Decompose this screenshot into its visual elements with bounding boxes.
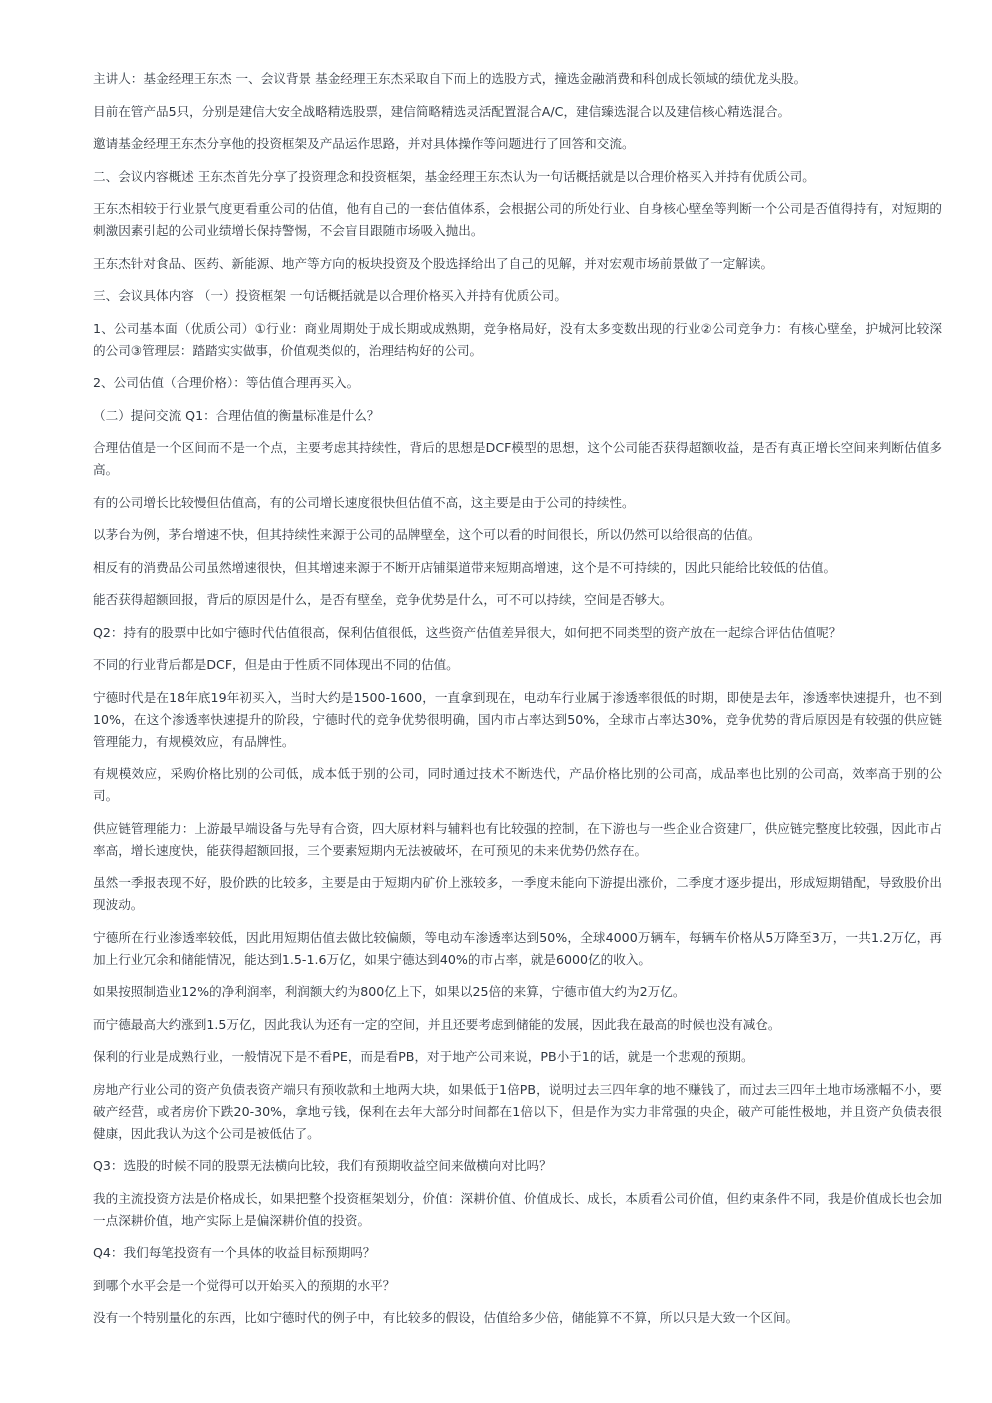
paragraph-a3: 我的主流投资方法是价格成长，如果把整个投资框架划分，价值：深耕价值、价值成长、成长，本质看公司价值，但约束条件不同，我是价值成长也会加一点深耕价值，地产实际上是偏深耕价值的投资。 xyxy=(93,1190,942,1228)
paragraph-a2-real-estate: 房地产行业公司的资产负债表资产端只有预收款和土地两大块，如果低于1倍PB，说明过去三四年拿的地不赚钱了，而过去三四年土地市场涨幅不小，要破产经营，或者房价下跌20-30%，拿地亏钱，保利在去年大部分时间都在1倍以下，但是作为实力非常强的央企，破产可能性极地，并且资产负债表很健康，因此我认为这个公司是被低估了。 xyxy=(93,1081,942,1141)
paragraph-q4-followup: 到哪个水平会是一个觉得可以开始买入的预期的水平？ xyxy=(93,1277,396,1293)
paragraph-q3: Q3：选股的时候不同的股票无法横向比较，我们有预期收益空间来做横向对比吗？ xyxy=(93,1158,552,1173)
paragraph-a4: 没有一个特别量化的东西，比如宁德时代的例子中，有比较多的假设，估值给多少倍，储能算不不算，所以只是大致一个区间。 xyxy=(93,1310,799,1325)
paragraph-overview: 二、会议内容概述 王东杰首先分享了投资理念和投资框架，基金经理王东杰认为一句话概括就是以合理价格买入并持有优质公司。 xyxy=(93,168,815,184)
paragraph-a1-moutai: 以茅台为例，茅台增速不快，但其持续性来源于公司的品牌壁垒，这个可以看的时间很长，所以仍然可以给很高的估值。 xyxy=(93,527,761,542)
paragraph-sector-views: 王东杰针对食品、医药、新能源、地产等方向的板块投资及个股选择给出了自己的见解，并对宏观市场前景做了一定解读。 xyxy=(93,255,774,271)
paragraph-q4: Q4：我们每笔投资有一个具体的收益目标预期吗？ xyxy=(93,1245,376,1260)
paragraph-valuation: 2、公司估值（合理价格）：等估值合理再买入。 xyxy=(93,375,360,390)
paragraph-fundamentals: 1、公司基本面（优质公司）①行业：商业周期处于成长期或成熟期，竞争格局好，没有太多变数出现的行业②公司竞争力：有核心壁垒，护城河比较深的公司③管理层：踏踏实实做事，价值观类似的，治理结构好的公司。 xyxy=(93,320,942,358)
paragraph-a2-scale: 有规模效应，采购价格比别的公司低，成本低于别的公司，同时通过技术不断迭代，产品价格比别的公司高，成品率也比别的公司高，效率高于别的公司。 xyxy=(93,766,942,803)
paragraph-a1-excess-return: 能否获得超额回报，背后的原因是什么，是否有壁垒，竞争优势是什么，可不可以持续，空间是否够大。 xyxy=(93,592,673,607)
paragraph-invitation: 邀请基金经理王东杰分享他的投资框架及产品运作思路，并对具体操作等问题进行了回答和交流。 xyxy=(93,136,635,151)
paragraph-a2-profit: 如果按照制造业12%的净利润率，利润额大约为800亿上下，如果以25倍的来算，宁德市值大约为2万亿。 xyxy=(93,984,686,999)
paragraph-a2-poly-pb: 保利的行业是成熟行业，一般情况下是不看PE，而是看PB，对于地产公司来说，PB小于1的话，就是一个悲观的预期。 xyxy=(93,1049,754,1064)
paragraph-a2-market-cap: 而宁德最高大约涨到1.5万亿，因此我认为还有一定的空间，并且还要考虑到储能的发展，因此我在最高的时候也没有减仓。 xyxy=(93,1016,781,1032)
paragraph-a1-range: 合理估值是一个区间而不是一个点，主要考虑其持续性，背后的思想是DCF模型的思想，这个公司能否获得超额收益，是否有真正增长空间来判断估值多高。 xyxy=(93,440,942,477)
paragraph-q1: （二）提问交流 Q1：合理估值的衡量标准是什么？ xyxy=(93,407,380,423)
paragraph-valuation-system: 王东杰相较于行业景气度更看重公司的估值，他有自己的一套估值体系，会根据公司的所处行业、自身核心壁垒等判断一个公司是否值得持有，对短期的刺激因素引起的公司业绩增长保持警惕，不会盲目跟随市场吸入抛出。 xyxy=(93,201,942,238)
paragraph-a2-penetration: 宁德所在行业渗透率较低，因此用短期估值去做比较偏颇，等电动车渗透率达到50%，全球4000万辆车，每辆车价格从5万降至3万，一共1.2万亿，再加上行业冗余和储能情况，能达到1.5-1.6万亿，如果宁德达到40%的市占率，就是6000亿的收入。 xyxy=(93,929,942,967)
paragraph-a1-sustainability: 有的公司增长比较慢但估值高，有的公司增长速度很快但估值不高，这主要是由于公司的持续性。 xyxy=(93,494,635,510)
paragraph-a2-q1-report: 虽然一季报表现不好，股价跌的比较多，主要是由于短期内矿价上涨较多，一季度未能向下游提出涨价，二季度才逐步提出，形成短期错配，导致股价出现波动。 xyxy=(93,875,942,912)
paragraph-speaker-background: 主讲人：基金经理王东杰 一、会议背景 基金经理王东杰采取自下而上的选股方式，撞选金融消费和科创成长领域的绩优龙头股。 xyxy=(93,71,807,86)
paragraph-q2: Q2：持有的股票中比如宁德时代估值很高，保利估值很低，这些资产估值差异很大，如何把不同类型的资产放在一起综合评估估值呢？ xyxy=(93,624,842,640)
paragraph-a2-catl: 宁德时代是在18年底19年初买入，当时大约是1500-1600，一直拿到现在，电动车行业属于渗透率很低的时期，即使是去年，渗透率快速提升，也不到10%，在这个渗透率快速提升的阶段，宁德时代的竞争优势很明确，国内市占率达到50%，全球市占率达30%，竞争优势的背后原因是有较强的供应链管理能力，有规模效应，有品牌性。 xyxy=(93,689,942,749)
paragraph-framework-heading: 三、会议具体内容 （一）投资框架 一句话概括就是以合理价格买入并持有优质公司。 xyxy=(93,288,567,303)
paragraph-a2-dcf: 不同的行业背后都是DCF，但是由于性质不同体现出不同的估值。 xyxy=(93,657,459,672)
paragraph-products: 目前在管产品5只，分别是建信大安全战略精选股票，建信简略精选灵活配置混合A/C，建信臻选混合以及建信核心精选混合。 xyxy=(93,103,791,119)
paragraph-a1-consumer: 相反有的消费品公司虽然增速很快，但其增速来源于不断开店铺渠道带来短期高增速，这个是不可持续的，因此只能给比较低的估值。 xyxy=(93,559,837,575)
paragraph-a2-supply-chain: 供应链管理能力：上游最早端设备与先导有合资，四大原材料与辅料也有比较强的控制，在下游也与一些企业合资建厂，供应链完整度比较强，因此市占率高，增长速度快，能获得超额回报，三个要素短期内无法被破坏，在可预见的未来优势仍然存在。 xyxy=(93,820,942,858)
